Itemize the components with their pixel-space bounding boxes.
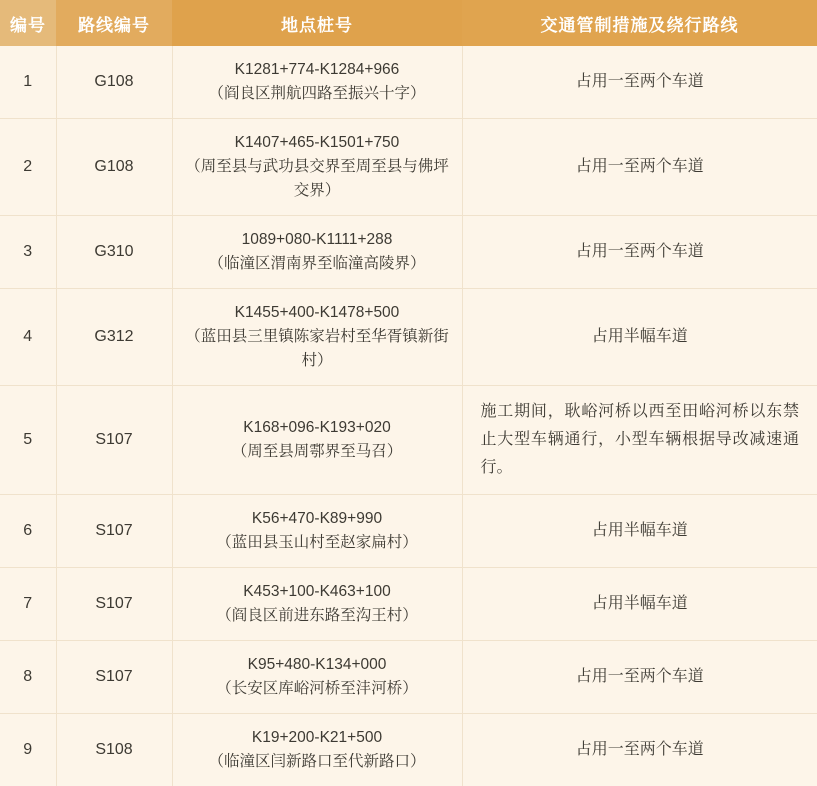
- station-main: K19+200-K21+500: [251, 729, 383, 747]
- cell-route: G310: [56, 216, 172, 289]
- cell-route: S108: [56, 714, 172, 786]
- cell-measure: 占用一至两个车道: [462, 119, 817, 216]
- cell-index: 4: [0, 289, 56, 386]
- cell-route: S107: [56, 386, 172, 495]
- station-main: K95+480-K134+000: [247, 656, 387, 674]
- cell-station: [172, 568, 462, 641]
- cell-index: 9: [0, 714, 56, 786]
- cell-route: S107: [56, 495, 172, 568]
- table-body: [0, 46, 817, 786]
- cell-measure: 占用半幅车道: [462, 568, 817, 641]
- table-row: [0, 641, 817, 714]
- cell-station: [172, 216, 462, 289]
- table-row: [0, 46, 817, 119]
- cell-measure: 占用一至两个车道: [462, 641, 817, 714]
- cell-index: 3: [0, 216, 56, 289]
- cell-measure: 占用半幅车道: [462, 495, 817, 568]
- column-header-route: 路线编号: [56, 0, 172, 46]
- cell-measure: 占用半幅车道: [462, 289, 817, 386]
- cell-route: S107: [56, 568, 172, 641]
- cell-measure: 施工期间，耿峪河桥以西至田峪河桥以东禁止大型车辆通行，小型车辆根据导改减速通行。: [462, 386, 817, 495]
- cell-index: 6: [0, 495, 56, 568]
- cell-route: G312: [56, 289, 172, 386]
- station-main: 1089+080-K1111+288: [241, 231, 393, 249]
- table-row: [0, 289, 817, 386]
- station-sub: （阎良区前进东路至沟王村）: [216, 607, 418, 625]
- cell-measure: 占用一至两个车道: [462, 46, 817, 119]
- cell-index: 1: [0, 46, 56, 119]
- cell-station: [172, 119, 462, 216]
- cell-station: [172, 641, 462, 714]
- station-sub: （临潼区渭南界至临潼高陵界）: [208, 255, 426, 273]
- cell-station: [172, 495, 462, 568]
- cell-route: G108: [56, 46, 172, 119]
- table-row: [0, 495, 817, 568]
- cell-route: S107: [56, 641, 172, 714]
- cell-index: 2: [0, 119, 56, 216]
- column-header-index: 编号: [0, 0, 56, 46]
- cell-station: [172, 289, 462, 386]
- cell-measure: 占用一至两个车道: [575, 740, 704, 758]
- table-row: [0, 216, 817, 289]
- table-row: [0, 714, 817, 786]
- station-sub: （周至县与武功县交界至周至县与佛坪交界）: [185, 158, 449, 200]
- station-sub: （周至县周鄠界至马召）: [231, 443, 403, 461]
- station-sub: （临潼区闫新路口至代新路口）: [208, 753, 426, 771]
- cell-route: G108: [56, 119, 172, 216]
- station-main: K56+470-K89+990: [251, 510, 383, 528]
- column-header-measure: 交通管制措施及绕行路线: [462, 0, 817, 46]
- station-main: K168+096-K193+020: [243, 419, 391, 437]
- table-header: [0, 0, 817, 46]
- column-header-station: 地点桩号: [172, 0, 462, 46]
- table-row: [0, 119, 817, 216]
- station-main: K1407+465-K1501+750: [234, 134, 400, 152]
- table-header-row: [0, 0, 817, 46]
- cell-index: 5: [0, 386, 56, 495]
- cell-station: [172, 386, 462, 495]
- station-sub: （蓝田县玉山村至赵家扁村）: [216, 534, 418, 552]
- cell-measure: 占用一至两个车道: [462, 216, 817, 289]
- cell-station: [172, 46, 462, 119]
- cell-index: 7: [0, 568, 56, 641]
- station-sub: （阎良区荆航四路至振兴十字）: [208, 85, 426, 103]
- cell-station: [172, 714, 462, 786]
- station-sub: （蓝田县三里镇陈家岩村至华胥镇新街村）: [185, 328, 449, 370]
- cell-index: 8: [0, 641, 56, 714]
- station-main: K1281+774-K1284+966: [234, 61, 400, 78]
- table-row: [0, 568, 817, 641]
- station-main: K453+100-K463+100: [243, 583, 391, 601]
- table-row: [0, 386, 817, 495]
- station-main: K1455+400-K1478+500: [234, 304, 400, 322]
- station-sub: （长安区库峪河桥至沣河桥）: [216, 680, 418, 698]
